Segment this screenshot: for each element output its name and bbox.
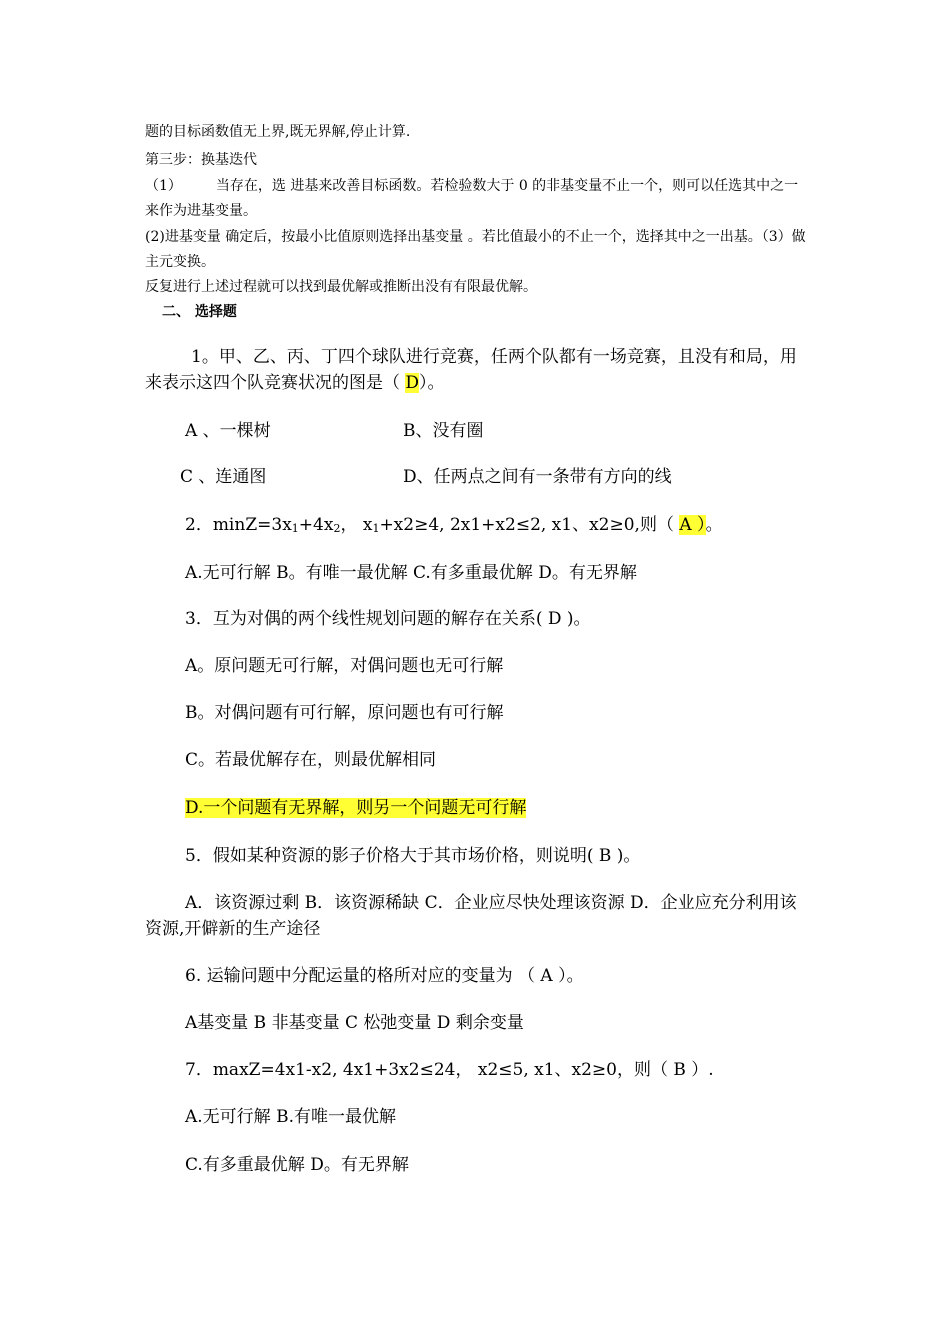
q1-answer: D	[405, 373, 420, 393]
q7-options-ab: A.无可行解 B.有唯一最优解	[185, 1107, 396, 1127]
q1-option-b: B、没有圈	[403, 421, 484, 441]
question-7: 7．maxZ=4x1-x2, 4x1+3x2≤24， x2≤5, x1、x2≥0，则（ B ）.	[185, 1060, 714, 1080]
repeat-line: 反复进行上述过程就可以找到最优解或推断出没有有限最优解。	[145, 279, 537, 295]
step3-item1	[145, 174, 810, 224]
question-1: 1。甲、乙、丙、丁四个球队进行竞赛，任两个队都有一场竞赛，且没有和局，用来表示这四个队竞赛状况的图是（ D）。	[145, 347, 797, 393]
item1-text: 当存在，选 进基来改善目标函数。若检验数大于 0 的非基变量不止一个，则可以任选其中之一来作为进基变量。	[145, 178, 799, 219]
q2-options: A.无可行解 B。有唯一最优解 C.有多重最优解 D。有无界解	[185, 563, 637, 583]
step3-heading: 第三步：换基迭代	[145, 152, 257, 168]
q3-option-b: B。对偶问题有可行解，原问题也有可行解	[185, 703, 504, 723]
question-3: 3．互为对偶的两个线性规划问题的解存在关系( D )。	[185, 609, 591, 629]
q6-options: A基变量 B 非基变量 C 松弛变量 D 剩余变量	[185, 1013, 524, 1033]
section-title: 二、 选择题	[162, 304, 237, 320]
q3-option-c: C。若最优解存在，则最优解相同	[185, 750, 437, 770]
q7-options-cd: C.有多重最优解 D。有无界解	[185, 1155, 409, 1175]
question-2: 2．$\min Z=3x_1+4x_2$， $x_1+x2\ge 4$, 2x1+x2≤2, x1、x2≥0,则（ A ）。	[185, 515, 723, 535]
question-5: 5．假如某种资源的影子价格大于其市场价格，则说明( B )。	[185, 846, 641, 866]
q3-option-a: A。原问题无可行解，对偶问题也无可行解	[185, 656, 504, 676]
q1-option-c: C 、连通图	[180, 467, 267, 487]
question-6: 6. 运输问题中分配运量的格所对应的变量为 （ A ）。	[185, 966, 584, 986]
step3-item2: (2)进基变量 确定后，按最小比值原则选择出基变量 。若比值最小的不止一个，选择其中之一出基。（3）做主元变换。	[145, 229, 806, 270]
q2-answer: A ）	[679, 515, 706, 535]
q5-options: A．该资源过剩 B．该资源稀缺 C．企业应尽快处理该资源 D．企业应充分利用该资源,开僻新的生产途径	[145, 893, 797, 939]
item1-number: （1）	[145, 178, 182, 194]
intro-line1: 题的目标函数值无上界,既无界解,停止计算.	[145, 124, 411, 140]
q1-option-d: D、任两点之间有一条带有方向的线	[403, 467, 672, 487]
q3-option-d: D.一个问题有无界解，则另一个问题无可行解	[185, 798, 527, 818]
q1-option-a: A 、一棵树	[185, 421, 271, 441]
